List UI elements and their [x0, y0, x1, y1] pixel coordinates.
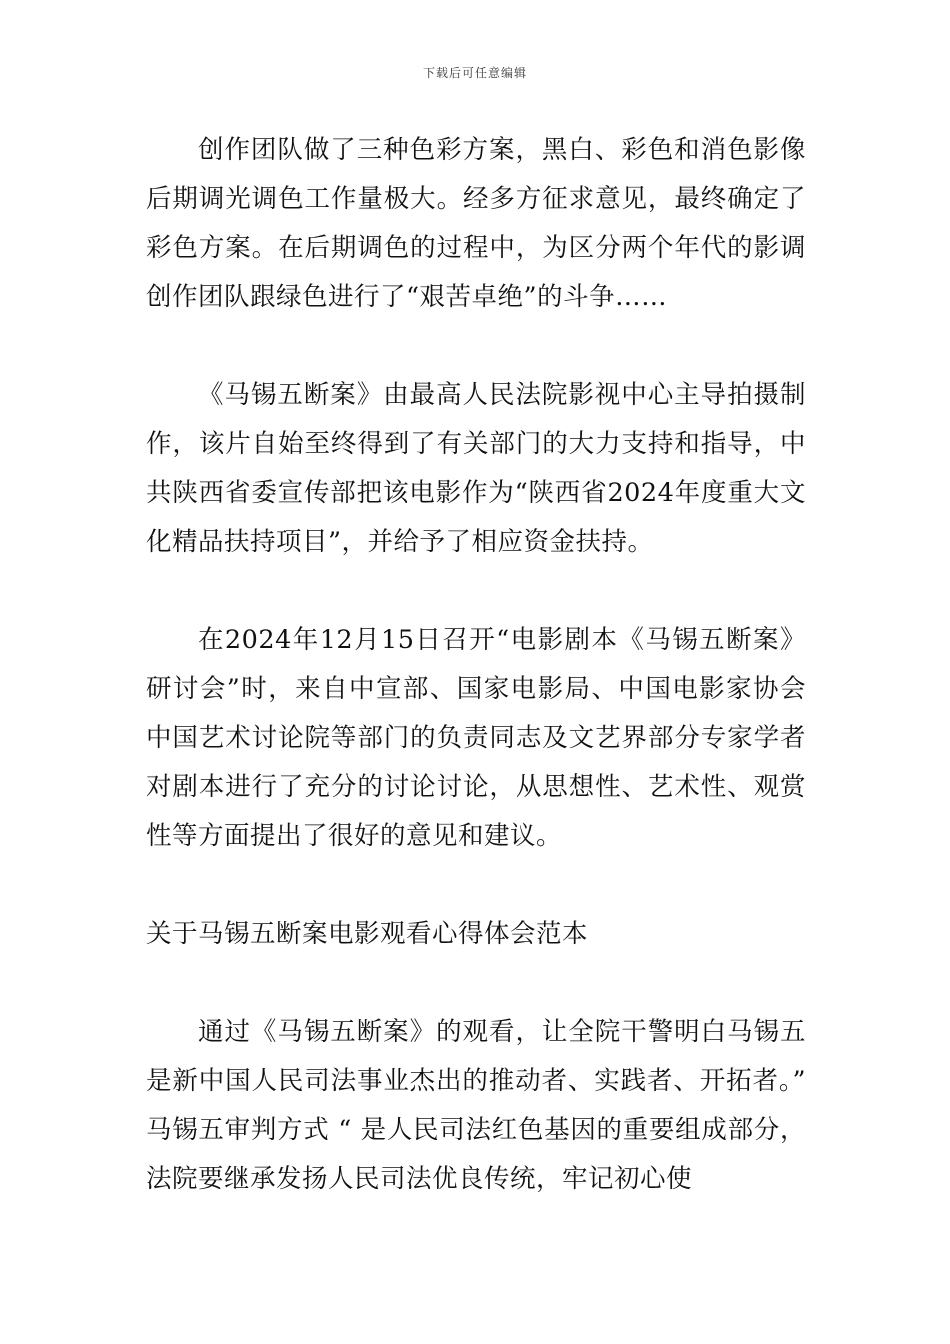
page-header: 下载后可任意编辑 [422, 66, 527, 80]
paragraph-color-scheme: 创作团队做了三种色彩方案，黑白、彩色和消色影像后期调光调色工作量极大。经多方征求意见，最终确定了彩色方案。在后期调色的过程中，为区分两个年代的影调创作团队跟绿色进行了“艰苦卓绝”的斗争…… [146, 135, 806, 312]
paragraph-production: 《马锡五断案》由最高人民法院影视中心主导拍摄制作，该片自始至终得到了有关部门的大力支持和指导，中共陕西省委宣传部把该电影作为“陕西省2024年度重大文化精品扶持项目”，并给予了相应资金扶持。 [146, 380, 806, 557]
section-heading: 关于马锡五断案电影观看心得体会范本 [146, 919, 589, 949]
paragraph-viewing: 通过《马锡五断案》的观看，让全院干警明白马锡五是新中国人民司法事业杰出的推动者、实践者、开拓者。” 马锡五审判方式 “ 是人民司法红色基因的重要组成部分，法院要继承发扬人民司法优良传统，牢记初心使 [146, 1017, 806, 1194]
paragraph-seminar: 在2024年12月15日召开“电影剧本《马锡五断案》研讨会”时，来自中宣部、国家电影局、中国电影家协会中国艺术讨论院等部门的负责同志及文艺界部分专家学者对剧本进行了充分的讨论讨论，从思想性、艺术性、观赏性等方面提出了很好的意见和建议。 [146, 625, 806, 851]
document-body [146, 126, 806, 1253]
